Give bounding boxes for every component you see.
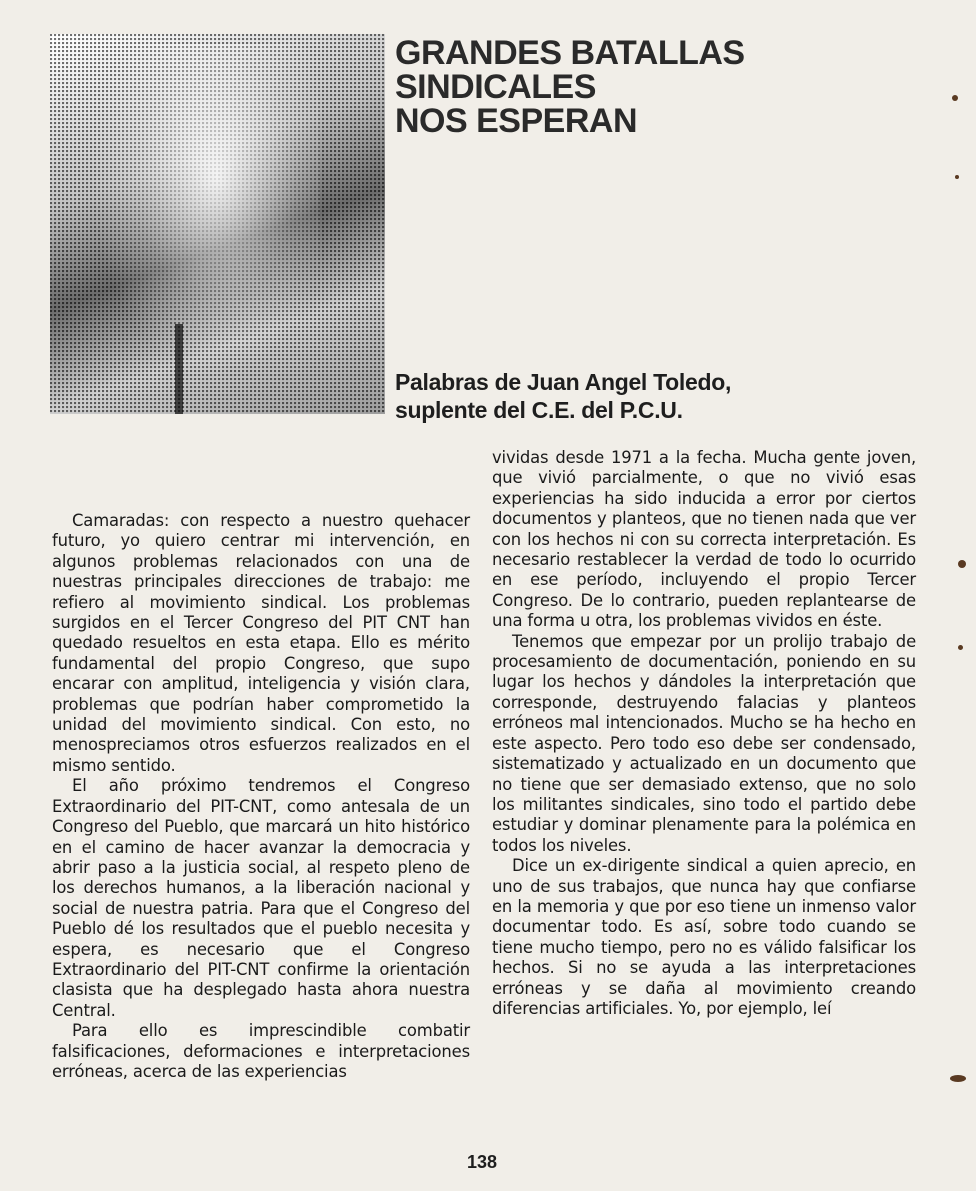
body-paragraph: Camaradas: con respecto a nuestro quehacer futuro, yo quiero centrar mi intervención, en algunos problemas relacionados con una de nuestras principales direcciones de trabajo: me refiero al movimiento sindical. Los problemas surgidos en el Tercer Congreso del PIT CNT han quedado resueltos en esta etapa. Ello es mérito fundamental del propio Congreso, que supo encarar con amplitud, inteligencia y visión clara, problemas que podrían haber comprometido la unidad del movimiento sindical. Con esto, no menospreciamos otros esfuerzos realizados en el mismo sentido.	[52, 511, 470, 775]
print-speck	[952, 95, 958, 101]
body-paragraph: Dice un ex-dirigente sindical a quien aprecio, en uno de sus trabajos, que nunca hay que confiarse en la memoria y que por eso tiene un inmenso valor documentar todo. Es así, sobre todo cuando se tiene mucho tiempo, pero no es válido falsificar los hechos. Si no se ayuda a las interpretaciones erróneas y se daña al movimiento creando diferencias artificiales. Yo, por ejemplo, leí	[492, 856, 916, 1018]
article-subheading	[395, 368, 815, 424]
body-paragraph: Para ello es imprescindible combatir falsificaciones, deformaciones e interpretaciones erróneas, acerca de las experiencias	[52, 1021, 470, 1081]
body-column-right	[492, 448, 916, 1019]
body-paragraph: El año próximo tendremos el Congreso Extraordinario del PIT-CNT, como antesala de un Congreso del Pueblo, que marcará un hito histórico en el camino de hacer avanzar la democracia y abrir paso a la justicia social, al respeto pleno de los derechos humanos, a la liberación nacional y social de nuestra patria. Para que el Congreso del Pueblo dé los resultados que el pueblo necesita y espera, es necesario que el Congreso Extraordinario del PIT-CNT confirme la orientación clasista que ha desplegado hasta ahora nuestra Central.	[52, 776, 470, 1020]
halftone-portrait-photo	[50, 34, 385, 414]
page-number: 138	[466, 1152, 498, 1172]
print-speck	[950, 1075, 966, 1082]
article-headline	[395, 36, 795, 138]
body-column-left	[52, 511, 470, 1082]
headline-line: SINDICALES	[395, 68, 596, 106]
body-paragraph: Tenemos que empezar por un prolijo trabajo de procesamiento de documentación, poniendo en su lugar los hechos y dándoles la interpretación que corresponde, destruyendo falacias y planteos erróneos mal intencionados. Mucho se ha hecho en este aspecto. Pero todo eso debe ser condensado, sistematizado y actualizado en un documento que no tiene que ser demasiado extenso, que no solo los militantes sindicales, sino todo el partido debe estudiar y dominar plenamente para la polémica en todos los niveles.	[492, 631, 916, 855]
headline-line: GRANDES BATALLAS	[395, 34, 745, 72]
print-speck	[955, 175, 959, 179]
print-speck	[958, 645, 963, 650]
body-paragraph-continuation: vividas desde 1971 a la fecha. Mucha gente joven, que vivió parcialmente, o que no vivió esas experiencias ha sido inducida a error por ciertos documentos y planteos, que no tienen nada que ver con los hechos ni con su correcta interpretación. Es necesario restablecer la verdad de todo lo ocurrido en ese período, incluyendo el propio Tercer Congreso. De lo contrario, pueden replantearse de una forma u otra, los problemas vividos en éste.	[492, 448, 916, 631]
headline-line: NOS ESPERAN	[395, 102, 637, 140]
print-speck	[958, 560, 966, 568]
subhead-line: suplente del C.E. del P.C.U.	[395, 397, 683, 423]
subhead-line: Palabras de Juan Angel Toledo,	[395, 369, 732, 395]
